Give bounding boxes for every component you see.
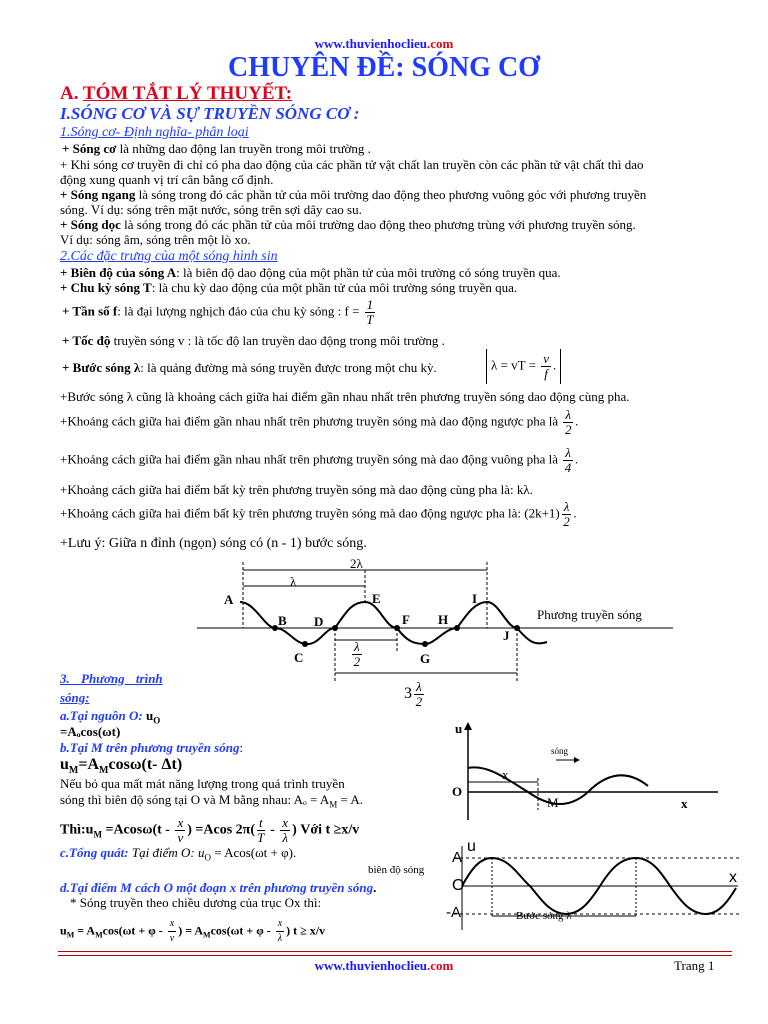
final-frac-2: $\frac{x}{\lambda}$ [277,918,283,944]
wave-diagram [195,552,675,720]
s3-a-eq: =Aₒcos(ωt) [60,724,121,739]
d2-x: x [502,767,509,782]
s3-thi-eq: $Thì:u_M =Acos\omega(t$ - $\frac{x}{v}$ ) =Acos 2π( $\frac{t}{T}$ - $\frac{x}{\lambda}$ ) Với t ≥x/v [60,815,360,845]
pt-d: D [314,614,324,629]
footer-rule [58,951,732,952]
s3-b-eq: $u_M=A_M\cos\omega(t-$ Δt) [60,756,183,777]
s3-a-label: a.Tại nguồn O: [60,708,143,723]
s1-line1 [62,141,371,157]
s3-c-text: Tại điểm O: u [128,845,205,860]
s2-amplitude-text: : là biên độ dao động của một phần tử của môi trường có sóng truyền qua. [176,265,561,280]
s3-b-eq-u: u [60,756,69,773]
wave-diagram-3 [440,838,740,934]
final-cond: ) t ≥ x/v [286,923,326,938]
label-lambda: λ [290,574,297,589]
s2-c2-text: +Khoảng cách giữa hai điểm gần nhau nhất trên phương truyền sóng mà dao động ngược pha là [60,413,562,429]
footer-site [0,958,768,974]
s2-frequency-text: : là đại lượng nghịch đảo của chu kỳ sóng : f = [117,303,363,319]
s2-wavelength [62,360,437,376]
pt-i: I [472,591,478,606]
thi-frac-tT: $\frac{t}{T}$ [257,815,265,845]
s2-period [60,280,517,296]
three-half-label [404,680,426,709]
c2-den: 2 [564,422,572,437]
s3-p1: Nếu bỏ qua mất mát năng lượng trong quá trình truyền [60,776,345,791]
s2-speed-text: truyền sóng v : là tốc độ lan truyền dao động trong môi trường . [110,333,445,348]
s2-c2: +Khoảng cách giữa hai điểm gần nhau nhất trên phương truyền sóng mà dao động ngược pha là $\frac{\lambda}{2}$ . [60,407,579,437]
header-site [0,36,768,52]
final-eq: ) = A [178,923,204,938]
d3-a: A [452,849,463,866]
c5-num: λ [563,499,570,514]
thi-minus: - [266,822,279,838]
d2-o: O [452,784,463,799]
three-coef: 3 [404,685,412,703]
site-name: www.thuvienhoclieu [314,36,427,51]
s1-line7: Ví dụ: sóng âm, sóng trên một lò xo. [60,232,251,247]
d2-xaxis: x [681,796,688,811]
thi-frac-xl: $\frac{x}{\lambda}$ [282,815,289,845]
pt-e: E [372,591,381,606]
c2-fraction [563,408,573,437]
s1-heading: 1.Sóng cơ- Định nghĩa- phân loại [60,125,249,140]
s3-final-eq: $u_M = A_M\cos(\omega t + \varphi$ - $\frac{x}{v}$ ) = $A_M\cos(\omega t + \varphi$ - $\frac{x}{\lambda}$ ) t ≥ x/v [60,918,326,944]
pt-j: J [503,628,510,643]
s3-d: d.Tại điểm M cách O một đoạn x trên phương truyền sóng. [60,880,377,895]
d3-x: x [729,869,737,886]
song-arrow-head [574,757,580,763]
footer-rule-2 [58,955,732,956]
s3-d-label: d.Tại điểm M cách O một đoạn x trên phương truyền sóng [60,880,374,895]
s2-c4: +Khoảng cách giữa hai điểm bất kỳ trên phương truyền sóng mà dao động cùng pha là: kλ. [60,482,533,497]
s3-b-eq-cos: cosω(t- Δt) [108,756,183,773]
final-a: = A [74,923,96,938]
footer-site-name: www.thuvienhoclieu [314,958,427,973]
label-2lambda: 2λ [350,556,363,571]
c3-num: λ [565,445,571,460]
half-lambda-den: 2 [353,654,361,669]
page-title: CHUYÊN ĐỀ: SÓNG CƠ [228,52,540,83]
s1-line6-text: là sóng trong đó các phần tử của môi trường dao động theo phương trùng với phương truyền sóng. [120,217,636,232]
s1-line4-text: là sóng trong đó các phần tử của môi trường dao động theo phương vuông góc với phương truyền [135,187,647,202]
wavelength-fraction [541,352,551,381]
c2-num: λ [565,407,572,422]
three-half-num: λ [416,679,422,694]
s1-line4-bold: + Sóng ngang [60,187,136,202]
pt-b: B [278,613,287,628]
s1-line2: + Khi sóng cơ truyền đi chỉ có pha dao động của các phần tử vật chất lan truyền còn các phần tử vật chất thì dao [60,157,644,172]
s3-c-text2: = Acos(ωt + φ). [210,845,297,860]
section-a-heading [60,83,292,105]
c5-fraction [562,500,572,529]
frequency-den: T [366,312,374,327]
wavelength-den: f [544,366,548,381]
s2-frequency-bold: + Tần số f [62,303,118,319]
thi-frac-xv: $\frac{x}{v}$ [177,815,184,845]
wavelength-num: v [543,351,549,366]
pt-a: A [224,592,234,607]
section-i-heading: I.SÓNG CƠ VÀ SỰ TRUYỀN SÓNG CƠ : [60,104,360,123]
site-tld: .com [426,36,454,51]
footer-site-tld: .com [426,958,454,973]
s2-wavelength-text: : là quảng đường mà sóng truyền được trong một chu kỳ. [140,360,437,375]
thi-cond: ) Với t ≥x/v [292,822,360,838]
s2-period-bold: + Chu kỳ sóng T [60,280,152,295]
wavelength-formula: λ = vT = [491,357,540,373]
s2-c5: +Khoảng cách giữa hai điểm bất kỳ trên phương truyền sóng mà dao động ngược pha là: (2k+1) $\frac{\lambda}{2}$ . [60,499,577,529]
c3-fraction [563,446,573,475]
s2-c5-text: +Khoảng cách giữa hai điểm bất kỳ trên phương truyền sóng mà dao động ngược pha là: (2k+1) [60,505,560,521]
s1-line3: động xung quanh vị trí cân bằng cố định. [60,172,274,187]
s2-speed [62,333,445,349]
s1-line1-text: là những dao động lan truyền trong môi trường . [116,141,371,156]
half-lambda-fraction [352,640,362,669]
d3-wl-label: Bước sóng λ [516,910,572,922]
final-cos2: cos(ωt + φ - [210,923,274,938]
s2-amplitude [60,265,561,281]
s3-heading-2: sóng: [60,690,90,705]
d3-amp-label: biên độ sóng [368,864,425,876]
c5-den: 2 [563,514,570,529]
axis-u-arrow [464,722,472,730]
final-frac-1: $\frac{x}{v}$ [169,918,175,944]
s2-amplitude-bold: + Biên độ của sóng A [60,265,177,280]
final-cos: cos(ωt + φ - [102,923,166,938]
c3-den: 4 [564,460,572,475]
s3-b-label: b.Tại M trên phương truyền sóng [60,740,240,755]
s2-c1: +Bước sóng λ cũng là khoảng cách giữa hai điểm gần nhau nhất trên phương truyền sóng dao động cùng pha. [60,389,630,404]
pt-g: G [420,651,431,666]
s2-heading: 2.Các đặc trưng của một sóng hình sin [60,249,278,264]
wavelength-formula-box [486,349,561,384]
final-u: u [60,923,67,938]
d2-song: sóng [551,746,569,756]
half-lambda-num: λ [354,639,360,654]
frequency-fraction [365,298,376,327]
d3-minus-a: -A [446,904,461,921]
direction-label: Phương truyền sóng [537,607,642,622]
d2-m: M [547,795,559,810]
s1-line5: sóng. Ví dụ: sóng trên mặt nước, sóng trên sợi dây cao su. [60,202,362,217]
s3-p2: sóng thì biên độ sóng tại O và M bằng nhau: $A_o = A_M = A$. [60,792,364,810]
s1-line4 [60,187,646,203]
pt-c: C [294,650,304,665]
frequency-num: 1 [366,297,374,312]
s3-a-u: u [142,708,154,723]
thi-cos: =Acosω(t - [101,822,174,838]
d3-u: u [467,838,476,855]
s2-frequency [62,298,377,327]
section-a-text: TÓM TẮT LÝ THUYẾT: [82,83,293,104]
thi-cos2: ) =Acos 2π( [187,822,255,838]
section-a-label: A. [60,83,83,104]
pt-h: H [438,612,449,627]
s3-b-eq-a: =A [78,756,100,773]
s3-heading-1: 3. Phương trình [60,671,163,686]
s2-note: +Lưu ý: Giữa n đỉnh (ngọn) sóng có (n - 1) bước sóng. [60,536,367,551]
wavelength-dot: . [552,357,557,373]
d2-u: u [455,721,463,736]
s1-line6 [60,217,636,233]
s3-a: a.Tại nguồn O: $u_O$ [60,708,161,726]
s1-line6-bold: + Sóng dọc [60,217,121,232]
s3-c: c.Tổng quát: Tại điểm O: $u_O = Acos(\omega t + \varphi)$. [60,845,297,863]
three-half-fraction [414,680,424,709]
page-number: Trang 1 [674,958,715,973]
s2-c3: +Khoảng cách giữa hai điểm gần nhau nhất trên phương truyền sóng mà dao động vuông pha là $\frac{\lambda}{4}$ . [60,445,579,475]
s2-c3-text: +Khoảng cách giữa hai điểm gần nhau nhất trên phương truyền sóng mà dao động vuông pha là [60,451,562,467]
half-lambda-label [350,640,364,669]
d3-o: O [452,877,465,894]
s3-d-text: * Sóng truyền theo chiều dương của trục Ox thì: [70,895,322,910]
thi-u: Thì:u [60,822,94,838]
three-half-den: 2 [415,694,423,709]
s2-wavelength-bold: + Bước sóng λ [62,360,141,375]
pt-f: F [402,612,410,627]
s3-p2-text: sóng thì biên độ sóng tại O và M bằng nhau: Aₒ = A [60,792,330,807]
s1-line1-bold: + Sóng cơ [62,141,117,156]
s3-c-label: c.Tổng quát: [60,845,129,860]
s2-speed-bold: + Tốc độ [62,333,111,348]
s3-b: b.Tại M trên phương truyền sóng: [60,740,244,755]
s2-period-text: : là chu kỳ dao động của một phần tử của môi trường sóng truyền qua. [151,280,518,295]
